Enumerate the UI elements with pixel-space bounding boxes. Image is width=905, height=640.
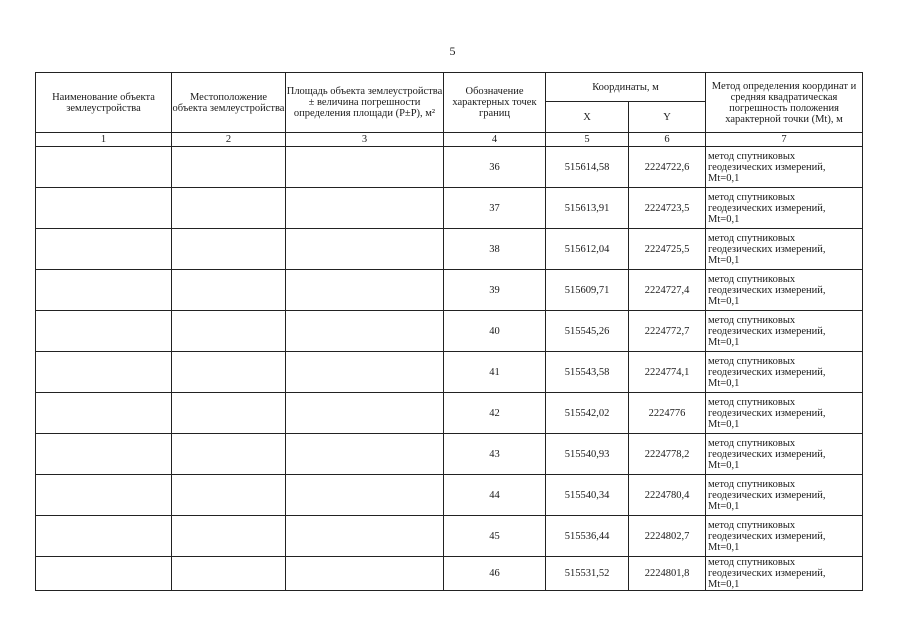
cell-y: 2224778,2	[629, 434, 706, 475]
cell-object-name	[36, 557, 172, 591]
cell-location	[172, 229, 286, 270]
method-line: метод спутниковых	[708, 557, 796, 568]
cell-x: 515543,58	[546, 352, 629, 393]
cell-x: 515545,26	[546, 311, 629, 352]
cell-area	[286, 311, 444, 352]
cell-method	[706, 270, 863, 311]
column-number: 2	[172, 133, 286, 147]
header-object-name: Наименование объекта землеустройства	[36, 73, 172, 133]
cell-y: 2224774,1	[629, 352, 706, 393]
cell-y: 2224722,6	[629, 147, 706, 188]
column-number-row	[36, 133, 863, 147]
cell-method	[706, 352, 863, 393]
cell-location	[172, 557, 286, 591]
cell-point: 40	[444, 311, 546, 352]
method-line: Mt=0,1	[708, 254, 740, 266]
table-row	[36, 393, 863, 434]
cell-point: 38	[444, 229, 546, 270]
method-line: Mt=0,1	[708, 500, 740, 512]
cell-object-name	[36, 475, 172, 516]
cell-method	[706, 188, 863, 229]
cell-location	[172, 352, 286, 393]
column-number: 1	[36, 133, 172, 147]
table-row	[36, 311, 863, 352]
boundary-points-table	[35, 72, 863, 591]
cell-area	[286, 229, 444, 270]
method-line: метод спутниковых	[708, 232, 796, 244]
cell-point: 45	[444, 516, 546, 557]
cell-location	[172, 270, 286, 311]
method-line: геодезических измерений,	[708, 568, 826, 579]
method-line: Mt=0,1	[708, 377, 740, 389]
method-line: геодезических измерений,	[708, 366, 826, 378]
cell-object-name	[36, 352, 172, 393]
cell-y: 2224725,5	[629, 229, 706, 270]
method-line: геодезических измерений,	[708, 202, 826, 214]
cell-object-name	[36, 147, 172, 188]
method-line: геодезических измерений,	[708, 325, 826, 337]
method-line: геодезических измерений,	[708, 448, 826, 460]
table-row	[36, 188, 863, 229]
cell-method	[706, 475, 863, 516]
header-x: X	[546, 102, 629, 133]
table-row	[36, 229, 863, 270]
header-point-designation: Обозначение характерных точек границ	[444, 73, 546, 133]
cell-area	[286, 516, 444, 557]
cell-area	[286, 475, 444, 516]
cell-y: 2224723,5	[629, 188, 706, 229]
cell-y: 2224776	[629, 393, 706, 434]
cell-location	[172, 434, 286, 475]
cell-x: 515536,44	[546, 516, 629, 557]
cell-point: 37	[444, 188, 546, 229]
cell-x: 515612,04	[546, 229, 629, 270]
method-line: Mt=0,1	[708, 336, 740, 348]
method-line: геодезических измерений,	[708, 489, 826, 501]
method-line: геодезических измерений,	[708, 161, 826, 173]
cell-area	[286, 147, 444, 188]
cell-point: 41	[444, 352, 546, 393]
cell-method	[706, 229, 863, 270]
cell-area	[286, 188, 444, 229]
cell-y: 2224772,7	[629, 311, 706, 352]
table-row	[36, 352, 863, 393]
method-line: Mt=0,1	[708, 213, 740, 225]
cell-x: 515613,91	[546, 188, 629, 229]
cell-y: 2224727,4	[629, 270, 706, 311]
method-line: геодезических измерений,	[708, 407, 826, 419]
cell-x: 515542,02	[546, 393, 629, 434]
cell-x: 515609,71	[546, 270, 629, 311]
cell-method	[706, 434, 863, 475]
method-line: метод спутниковых	[708, 191, 796, 203]
method-line: Mt=0,1	[708, 459, 740, 471]
method-line: Mt=0,1	[708, 418, 740, 430]
column-number: 6	[629, 133, 706, 147]
method-line: метод спутниковых	[708, 150, 796, 162]
method-line: метод спутниковых	[708, 355, 796, 367]
method-line: Mt=0,1	[708, 295, 740, 307]
cell-method	[706, 311, 863, 352]
header-method: Метод определения координат и средняя квадратическая погрешность положения характерной точки (Mt), м	[706, 73, 863, 133]
cell-y: 2224780,4	[629, 475, 706, 516]
method-line: метод спутниковых	[708, 478, 796, 490]
cell-object-name	[36, 270, 172, 311]
cell-method	[706, 516, 863, 557]
method-line: Mt=0,1	[708, 579, 740, 590]
cell-object-name	[36, 311, 172, 352]
method-line: геодезических измерений,	[708, 284, 826, 296]
method-line: Mt=0,1	[708, 541, 740, 553]
header-location: Местоположение объекта землеустройства	[172, 73, 286, 133]
method-line: метод спутниковых	[708, 437, 796, 449]
column-number: 3	[286, 133, 444, 147]
cell-area	[286, 557, 444, 591]
cell-method	[706, 393, 863, 434]
page-number: 5	[449, 44, 456, 58]
cell-x: 515540,93	[546, 434, 629, 475]
cell-x: 515540,34	[546, 475, 629, 516]
header-area: Площадь объекта землеустройства ± величина погрешности определения площади (P±P), м²	[286, 73, 444, 133]
method-line: метод спутниковых	[708, 314, 796, 326]
cell-y: 2224802,7	[629, 516, 706, 557]
cell-point: 42	[444, 393, 546, 434]
method-line: геодезических измерений,	[708, 530, 826, 542]
cell-point: 44	[444, 475, 546, 516]
column-number: 5	[546, 133, 629, 147]
cell-object-name	[36, 229, 172, 270]
column-number: 4	[444, 133, 546, 147]
cell-location	[172, 147, 286, 188]
cell-x: 515531,52	[546, 557, 629, 591]
cell-area	[286, 393, 444, 434]
cell-point: 43	[444, 434, 546, 475]
cell-location	[172, 475, 286, 516]
cell-location	[172, 188, 286, 229]
column-number: 7	[706, 133, 863, 147]
table-row	[36, 516, 863, 557]
table-row	[36, 147, 863, 188]
table-row	[36, 557, 863, 591]
cell-object-name	[36, 188, 172, 229]
cell-x: 515614,58	[546, 147, 629, 188]
cell-area	[286, 352, 444, 393]
table-row	[36, 434, 863, 475]
method-line: метод спутниковых	[708, 519, 796, 531]
cell-method	[706, 147, 863, 188]
cell-object-name	[36, 434, 172, 475]
cell-location	[172, 311, 286, 352]
cell-method	[706, 557, 863, 591]
method-line: метод спутниковых	[708, 273, 796, 285]
cell-location	[172, 393, 286, 434]
cell-point: 39	[444, 270, 546, 311]
header-coordinates: Координаты, м	[546, 73, 706, 102]
cell-location	[172, 516, 286, 557]
method-line: метод спутниковых	[708, 396, 796, 408]
cell-area	[286, 270, 444, 311]
header-y: Y	[629, 102, 706, 133]
cell-point: 46	[444, 557, 546, 591]
cell-object-name	[36, 516, 172, 557]
cell-point: 36	[444, 147, 546, 188]
cell-object-name	[36, 393, 172, 434]
method-line: геодезических измерений,	[708, 243, 826, 255]
cell-area	[286, 434, 444, 475]
cell-y: 2224801,8	[629, 557, 706, 591]
table-row	[36, 270, 863, 311]
method-line: Mt=0,1	[708, 172, 740, 184]
table-row	[36, 475, 863, 516]
